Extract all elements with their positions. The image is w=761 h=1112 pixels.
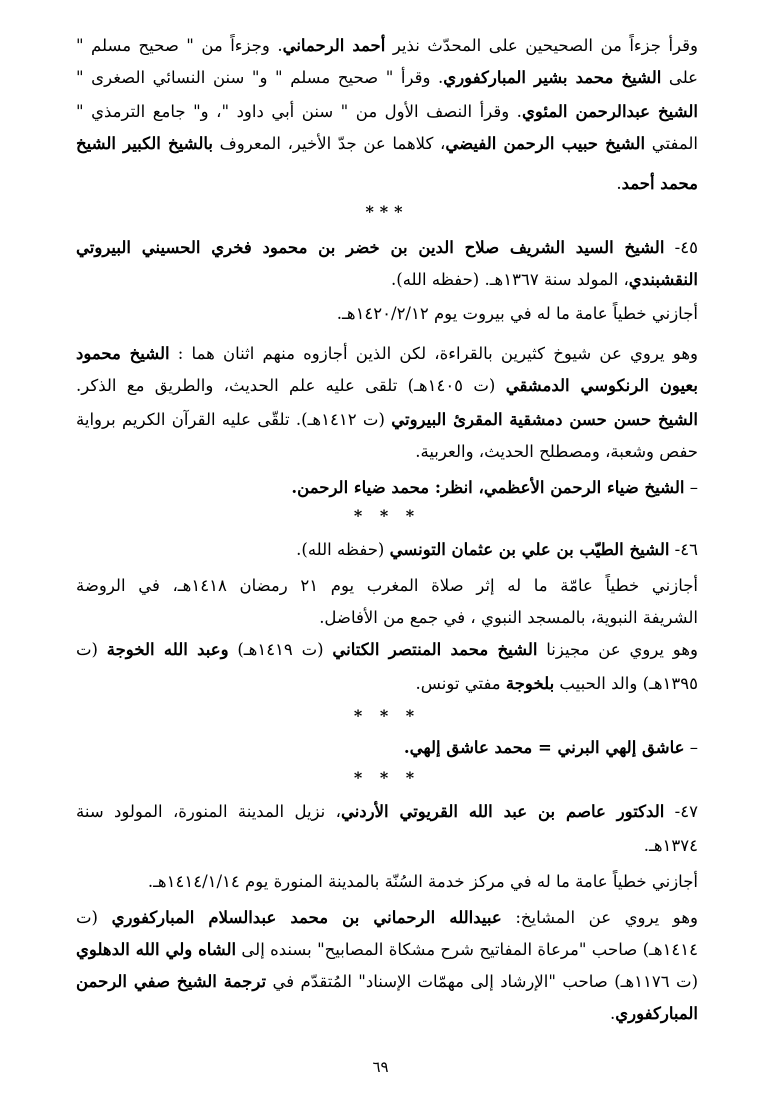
text-line bbox=[76, 736, 698, 760]
bold-name: الشاه ولي الله الدهلوي bbox=[76, 940, 237, 959]
text-segment: ١٣٧٤هـ. bbox=[643, 836, 698, 855]
text-line bbox=[76, 408, 698, 432]
text-line bbox=[76, 66, 698, 90]
text-segment: على bbox=[661, 68, 698, 87]
bold-name: الشيخ الطيّب بن علي بن عثمان التونسي bbox=[389, 540, 670, 559]
bold-name: أحمد الرحماني bbox=[282, 36, 386, 55]
text-segment: ٤٧- bbox=[664, 802, 698, 821]
bold-name: الدكتور عاصم بن عبد الله القريوتي الأردني bbox=[340, 802, 665, 821]
text-line bbox=[76, 638, 698, 662]
text-segment: ١٣٩٥هـ) والد الحبيب bbox=[554, 674, 698, 693]
bold-name: الشيخ حبيب الرحمن الفيضي bbox=[445, 134, 646, 153]
text-line bbox=[76, 574, 698, 598]
bold-name: وعبد الله الخوجة bbox=[106, 640, 229, 659]
bold-name: ترجمة الشيخ صفي الرحمن bbox=[76, 972, 267, 991]
text-segment: وهو يروي عن شيوخ كثيرين بالقراءة، لكن الذين أجازوه منهم اثنان هما : bbox=[169, 344, 698, 363]
text-segment: ١٤١٤هـ) صاحب "مرعاة المفاتيح شرح مشكاة المصابيح" بسنده إلى bbox=[236, 940, 698, 959]
text-segment: – bbox=[684, 738, 698, 757]
text-line bbox=[76, 268, 698, 292]
text-segment: مفتي تونس. bbox=[415, 674, 506, 693]
text-segment: . bbox=[616, 174, 622, 193]
text-segment: ٤٦- bbox=[669, 540, 698, 559]
text-segment: ، المولد سنة ١٣٦٧هـ. (حفظه الله). bbox=[391, 270, 629, 289]
text-segment: الشريفة النبوية، بالمسجد النبوي ، في جمع من الأفاضل. bbox=[319, 608, 698, 627]
bold-name: بالشيخ الكبير الشيخ bbox=[76, 134, 214, 153]
text-line bbox=[76, 342, 698, 366]
text-segment: (ت bbox=[76, 640, 107, 659]
text-segment: (ت bbox=[76, 908, 112, 927]
bold-name: الشيخ محمد بشير المباركفوري bbox=[443, 68, 662, 87]
text-segment: . وجزءاً من " صحيح مسلم " bbox=[76, 36, 283, 55]
text-segment: وقرأ جزءاً من الصحيحين على المحدّث نذير bbox=[385, 36, 698, 55]
text-segment: (ت ١٤١٩هـ) bbox=[228, 640, 333, 659]
text-line bbox=[76, 236, 698, 260]
text-line bbox=[76, 132, 698, 156]
text-line bbox=[76, 34, 698, 58]
bold-name: الشيخ حسن حسن دمشقية المقرئ البيروتي bbox=[391, 410, 698, 429]
text-line bbox=[76, 100, 698, 124]
bold-name: الشيخ ضياء الرحمن الأعظمي، انظر: محمد ضياء الرحمن. bbox=[291, 478, 685, 497]
bold-name: المباركفوري bbox=[615, 1004, 698, 1023]
bold-name: الشيخ عبدالرحمن المئوي bbox=[521, 102, 698, 121]
text-line bbox=[76, 172, 698, 196]
text-segment: وهو يروي عن المشايخ: bbox=[501, 908, 698, 927]
text-segment: وهو يروي عن مجيزنا bbox=[537, 640, 698, 659]
text-segment: (ت ١١٧٦هـ) صاحب "الإرشاد إلى مهمّات الإسناد" المُتقدّم في bbox=[266, 972, 698, 991]
bold-name: عبيدالله الرحماني بن محمد عبدالسلام المباركفوري bbox=[111, 908, 502, 927]
text-line bbox=[76, 938, 698, 962]
text-segment: (حفظه الله). bbox=[296, 540, 390, 559]
bold-name: بلخوجة bbox=[505, 674, 555, 693]
text-line bbox=[76, 672, 698, 696]
section-separator: *** bbox=[365, 202, 409, 221]
text-segment: – bbox=[684, 478, 698, 497]
text-segment: (ت ١٤١٢هـ). تلقّى عليه القرآن الكريم برواية bbox=[76, 410, 392, 429]
text-segment: (ت ١٤٠٥هـ) تلقى عليه علم الحديث، والطريق مع الذكر. bbox=[76, 376, 496, 395]
text-line bbox=[76, 374, 698, 398]
text-segment: . bbox=[610, 1004, 616, 1023]
text-segment: المفتي bbox=[645, 134, 698, 153]
text-segment: حفص وشعبة، ومصطلح الحديث، والعربية. bbox=[415, 442, 698, 461]
text-line bbox=[76, 970, 698, 994]
text-line bbox=[76, 1002, 698, 1026]
bold-name: بعيون الرنكوسي الدمشقي bbox=[505, 376, 698, 395]
text-segment: أجازني خطياً عامة ما له في مركز خدمة السُنّة بالمدينة المنورة يوم ١٤١٤/١/١٤هـ. bbox=[147, 872, 698, 891]
section-separator: * * * bbox=[353, 768, 421, 787]
section-separator: * * * bbox=[353, 506, 421, 525]
text-line bbox=[76, 834, 698, 858]
text-line bbox=[76, 476, 698, 500]
bold-name: الشيخ محمود bbox=[76, 344, 170, 363]
text-segment: ٤٥- bbox=[664, 238, 698, 257]
text-segment: ، كلاهما عن جدّ الأخير، المعروف bbox=[213, 134, 446, 153]
text-line bbox=[76, 302, 698, 326]
bold-name: الشيخ محمد المنتصر الكتاني bbox=[332, 640, 538, 659]
bold-name: عاشق إلهي البرني = محمد عاشق إلهي. bbox=[403, 738, 685, 757]
bold-name: محمد أحمد bbox=[621, 174, 698, 193]
text-line bbox=[76, 906, 698, 930]
section-separator: * * * bbox=[353, 706, 421, 725]
text-line bbox=[76, 800, 698, 824]
page-number: ٦٩ bbox=[372, 1058, 389, 1076]
bold-name: الشيخ السيد الشريف صلاح الدين بن خضر بن محمود فخري الحسيني البيروتي bbox=[76, 238, 665, 257]
bold-name: النقشبندي bbox=[628, 270, 698, 289]
text-segment: ، نزيل المدينة المنورة، المولود سنة bbox=[76, 802, 341, 821]
text-segment: . وقرأ النصف الأول من " سنن أبي داود "، و" جامع الترمذي " bbox=[76, 102, 522, 121]
text-line bbox=[76, 606, 698, 630]
text-segment: أجازني خطياً عامّة ما له إثر صلاة المغرب يوم ٢١ رمضان ١٤١٨هـ، في الروضة bbox=[76, 576, 698, 595]
text-line bbox=[76, 870, 698, 894]
text-line bbox=[76, 440, 698, 464]
text-segment: أجازني خطياً عامة ما له في بيروت يوم ١٤٢٠/٢/١٢هـ. bbox=[336, 304, 698, 323]
text-line bbox=[76, 538, 698, 562]
text-segment: . وقرأ " صحيح مسلم " و" سنن النسائي الصغرى " bbox=[76, 68, 444, 87]
